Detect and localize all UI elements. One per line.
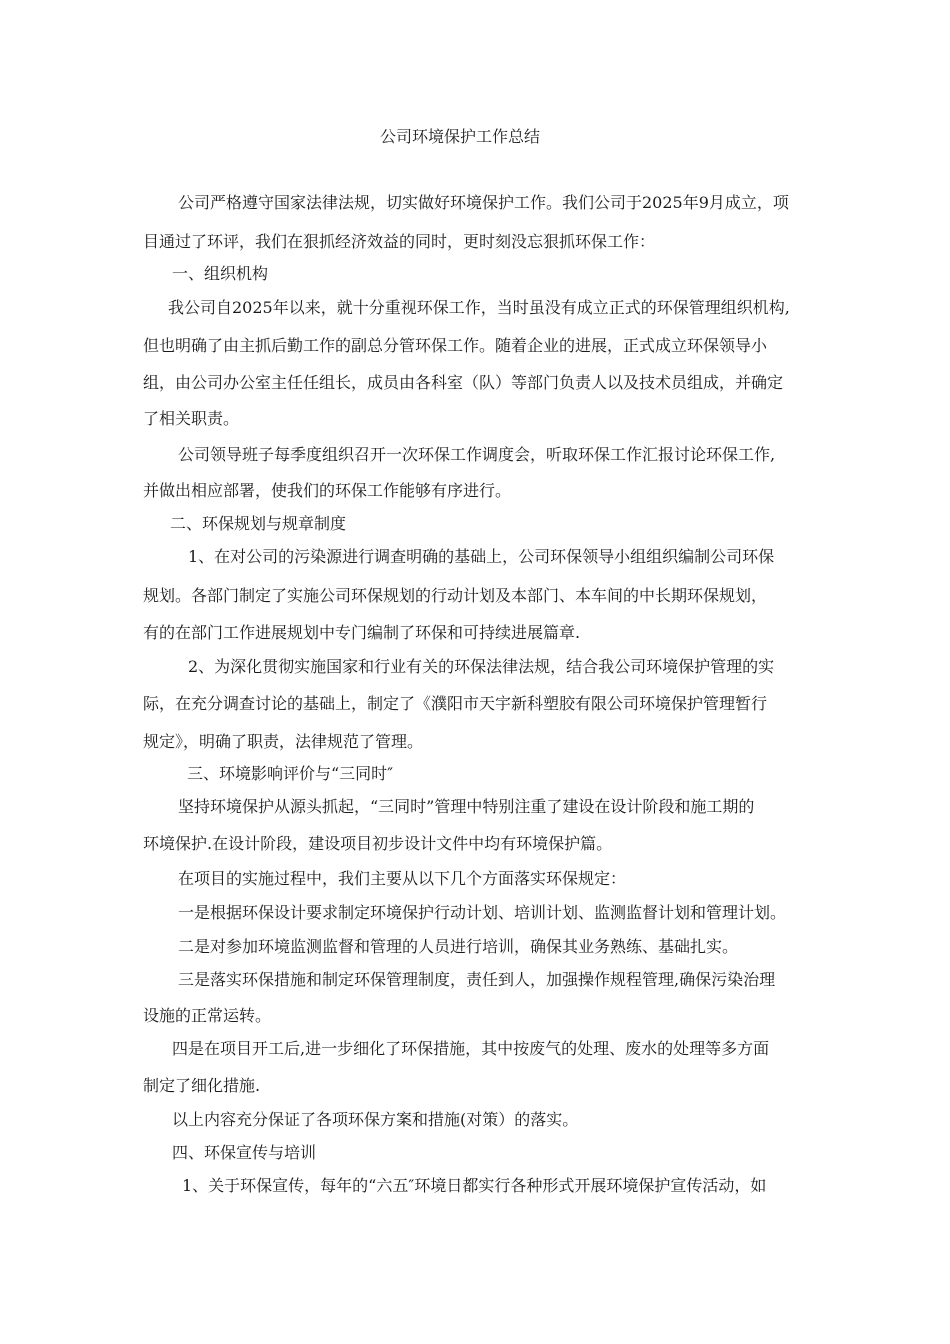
paragraph-line: 以上内容充分保证了各项环保方案和措施(对策）的落实。 xyxy=(172,1110,579,1129)
paragraph-line: 组，由公司办公室主任任组长，成员由各科室（队）等部门负责人以及技术员组成，并确定 xyxy=(143,373,784,392)
paragraph-line: 目通过了环评，我们在狠抓经济效益的同时，更时刻没忘狠抓环保工作： xyxy=(143,232,656,251)
paragraph-line: 2、为深化贯彻实施国家和行业有关的环保法律法规，结合我公司环境保护管理的实 xyxy=(188,657,775,676)
paragraph-line: 并做出相应部署，使我们的环保工作能够有序进行。 xyxy=(143,481,512,500)
paragraph-line: 三是落实环保措施和制定环保管理制度，责任到人，加强操作规程管理,确保污染治理 xyxy=(178,970,776,989)
paragraph-line: 我公司自2025年以来，就十分重视环保工作，当时虽没有成立正式的环保管理组织机构, xyxy=(168,298,790,317)
paragraph-line: 1、在对公司的污染源进行调查明确的基础上，公司环保领导小组组织编制公司环保 xyxy=(188,547,775,566)
paragraph-line: 1、关于环保宣传，每年的“六五″环境日都实行各种形式开展环境保护宣传活动，如 xyxy=(182,1176,767,1195)
paragraph-line: 四是在项目开工后,进一步细化了环保措施，其中按废气的处理、废水的处理等多方面 xyxy=(172,1039,770,1058)
paragraph-line: 规定》，明确了职责，法律规范了管理。 xyxy=(143,732,424,751)
paragraph-line: 但也明确了由主抓后勤工作的副总分管环保工作。随着企业的进展，正式成立环保领导小 xyxy=(143,336,768,355)
paragraph-line: 公司严格遵守国家法律法规，切实做好环境保护工作。我们公司于2025年9月成立，项 xyxy=(178,193,789,212)
paragraph-line: 二是对参加环境监测监督和管理的人员进行培训，确保其业务熟练、基础扎实。 xyxy=(178,937,739,956)
section-heading: 一、组织机构 xyxy=(172,264,269,283)
paragraph-line: 公司领导班子每季度组织召开一次环保工作调度会，听取环保工作汇报讨论环保工作, xyxy=(178,445,776,464)
paragraph-line: 设施的正常运转。 xyxy=(143,1006,272,1025)
paragraph-line: 了相关职责。 xyxy=(143,409,240,428)
paragraph-line: 制定了细化措施. xyxy=(143,1076,261,1095)
paragraph-line: 在项目的实施过程中，我们主要从以下几个方面落实环保规定： xyxy=(178,869,627,888)
document-title: 公司环境保护工作总结 xyxy=(379,127,540,146)
paragraph-line: 坚持环境保护从源头抓起，“三同时”管理中特别注重了建设在设计阶段和施工期的 xyxy=(178,797,755,816)
section-heading: 二、环保规划与规章制度 xyxy=(170,514,347,533)
section-heading: 四、环保宣传与培训 xyxy=(172,1143,317,1162)
paragraph-line: 环境保护.在设计阶段，建设项目初步设计文件中均有环境保护篇。 xyxy=(143,834,613,853)
section-heading: 三、环境影响评价与“三同时″ xyxy=(187,764,394,783)
paragraph-line: 际，在充分调查讨论的基础上，制定了《濮阳市天宇新科塑胶有限公司环境保护管理暂行 xyxy=(143,694,768,713)
paragraph-line: 一是根据环保设计要求制定环境保护行动计划、培训计划、监测监督计划和管理计划。 xyxy=(178,903,787,922)
paragraph-line: 规划。各部门制定了实施公司环保规划的行动计划及本部门、本车间的中长期环保规划， xyxy=(143,586,768,605)
paragraph-line: 有的在部门工作进展规划中专门编制了环保和可持续进展篇章. xyxy=(143,623,581,642)
